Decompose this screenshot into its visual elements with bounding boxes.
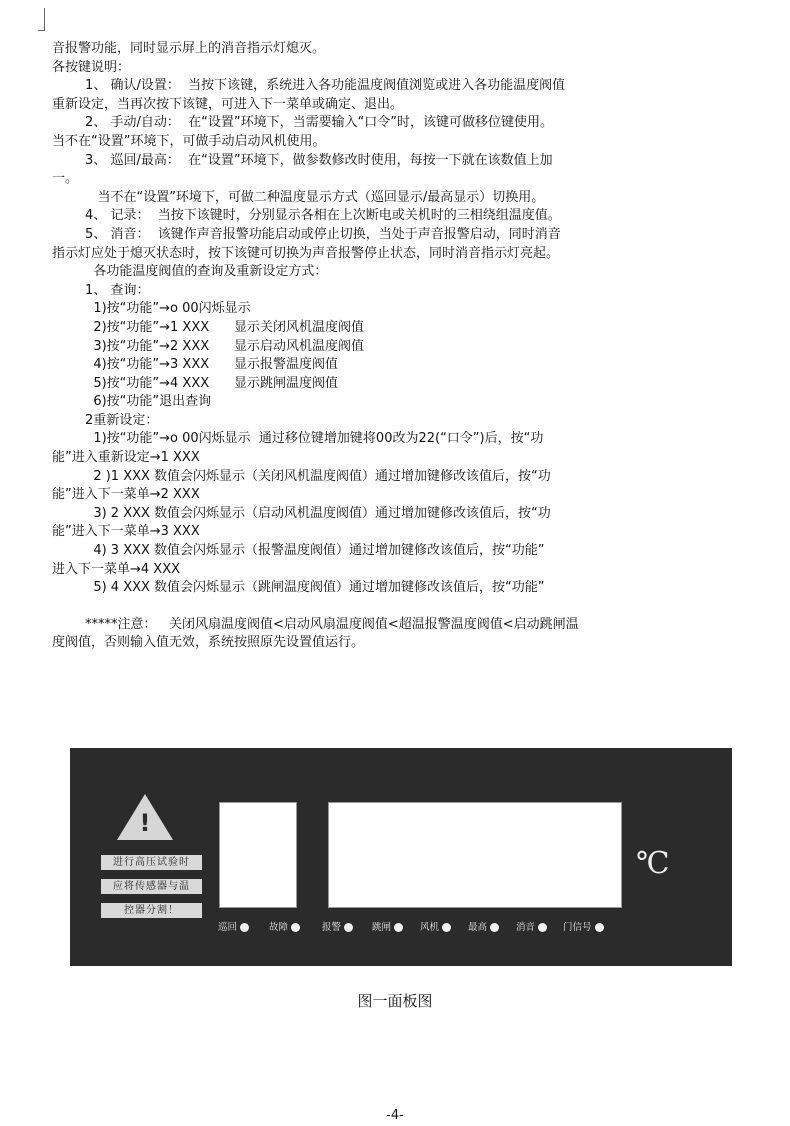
body-text-line: 2)按“功能”→1 XXX 显示关闭风机温度阀值 [52, 319, 364, 335]
indicator-max: 最高 [468, 920, 499, 936]
indicator-door-signal: 门信号 [563, 920, 604, 936]
indicator-fault: 故障 [269, 920, 300, 936]
body-text-line: 2、 手动/自动： 在“设置”环境下，当需要输入“口令”时，该键可做移位键使用。 [52, 115, 554, 131]
led-icon [442, 923, 451, 932]
warning-label-line-2: 应将传感器与温 [101, 879, 202, 894]
exclamation-icon: ! [139, 809, 151, 837]
body-text-line: 3)按“功能”→2 XXX 显示启动风机温度阀值 [52, 338, 364, 354]
body-text-line: 各功能温度阀值的查询及重新设定方式： [52, 264, 328, 280]
body-text-line: 进入下一菜单→4 XXX [52, 561, 181, 577]
control-panel-figure [70, 748, 732, 966]
body-text-line: 5) 4 XXX 数值会闪烁显示（跳闸温度阀值）通过增加键修改该值后，按“功能” [52, 580, 545, 596]
led-icon [490, 923, 499, 932]
note-text-line: *****注意： 关闭风扇温度阀值<启动风扇温度阀值<超温报警温度阀值<启动跳闸温 [52, 616, 579, 632]
led-icon [394, 923, 403, 932]
body-text-line: 各按键说明： [52, 59, 131, 75]
figure-caption: 图一面板图 [357, 992, 433, 1010]
body-text-line: 4)按“功能”→3 XXX 显示报警温度阀值 [52, 357, 338, 373]
small-display [219, 802, 297, 908]
body-text-line: 5)按“功能”→4 XXX 显示跳闸温度阀值 [52, 375, 338, 391]
body-text-line: 1、 确认/设置： 当按下该键，系统进入各功能温度阀值浏览或进入各功能温度阀值 [52, 78, 566, 94]
celsius-unit: ℃ [636, 846, 670, 881]
led-icon [538, 923, 547, 932]
main-display [328, 802, 622, 908]
body-text-line: 5、 消音： 该键作声音报警功能启动或停止切换，当处于声音报警启动，同时消音 [52, 226, 561, 242]
body-text-line: 3、 巡回/最高： 在“设置”环境下，做参数修改时使用，每按一下就在该数值上加 [52, 152, 553, 168]
warning-label-line-3: 控器分割！ [101, 903, 202, 918]
indicator-trip: 跳闸 [372, 920, 403, 936]
body-text-line: 指示灯应处于熄灭状态时，按下该键可切换为声音报警停止状态，同时消音指示灯亮起。 [52, 245, 560, 261]
body-text-line: 1)按“功能”→o 00闪烁显示 通过移位键增加键将00改为22(“口令”)后，按“功 [52, 431, 544, 447]
page-corner-mark [38, 8, 45, 31]
led-icon [291, 923, 300, 932]
body-text-line: 4) 3 XXX 数值会闪烁显示（报警温度阀值）通过增加键修改该值后，按“功能” [52, 543, 545, 559]
body-text-line: 4、 记录： 当按下该键时，分别显示各相在上次断电或关机时的三相绕组温度值。 [52, 208, 561, 224]
body-text-line: 一。 [52, 171, 79, 187]
body-text-line: 当不在“设置”环境下，可做二种温度显示方式（巡回显示/最高显示）切换用。 [52, 189, 545, 205]
note-lines [52, 616, 752, 653]
body-text-line: 2 )1 XXX 数值会闪烁显示（关闭风机温度阀值）通过增加键修改该值后，按“功 [52, 468, 551, 484]
body-text-line: 重新设定，当再次按下该键，可进入下一菜单或确定、退出。 [52, 96, 404, 112]
body-text-line: 音报警功能，同时显示屏上的消音指示灯熄灭。 [52, 41, 326, 56]
body-text-line: 当不在“设置”环境下，可做手动启动风机使用。 [52, 133, 326, 149]
led-icon [240, 923, 249, 932]
body-text-line: 1)按“功能”→o 00闪烁显示 [52, 301, 251, 317]
body-text-line: 2重新设定： [52, 412, 159, 428]
body-text-line: 6)按“功能”退出查询 [52, 394, 212, 410]
warning-label-line-1: 进行高压试验时 [101, 855, 202, 870]
page-number: -4- [386, 1108, 404, 1123]
indicator-patrol: 巡回 [218, 920, 249, 936]
document-body [52, 40, 752, 653]
led-icon [595, 923, 604, 932]
indicator-alarm: 报警 [322, 920, 353, 936]
body-lines [52, 40, 752, 598]
body-text-line: 能”进入下一菜单→2 XXX [52, 487, 200, 503]
body-text-line: 能”进入下一菜单→3 XXX [52, 524, 200, 540]
indicator-mute: 消音 [516, 920, 547, 936]
body-text-line: 能”进入重新设定→1 XXX [52, 450, 200, 466]
indicator-fan: 风机 [420, 920, 451, 936]
body-text-line: 3) 2 XXX 数值会闪烁显示（启动风机温度阀值）通过增加键修改该值后，按“功 [52, 505, 551, 521]
body-text-line: 1、 查询： [52, 282, 150, 298]
led-icon [344, 923, 353, 932]
note-text-line: 度阀值，否则输入值无效，系统按照原先设置值运行。 [52, 635, 365, 651]
